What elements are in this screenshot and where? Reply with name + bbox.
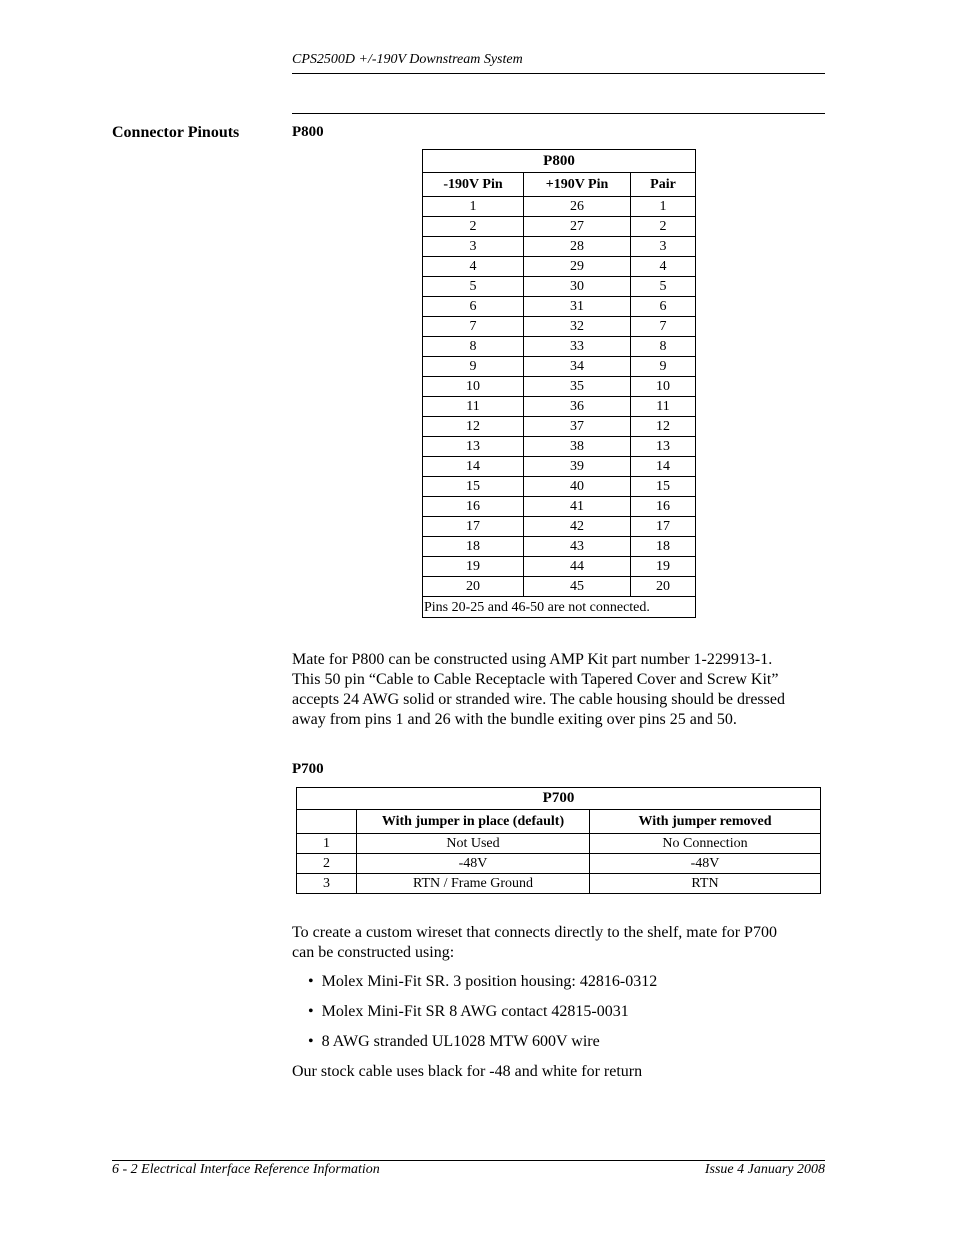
table-cell: 2 <box>631 217 696 237</box>
table-cell: 9 <box>423 357 524 377</box>
table-row <box>423 537 696 557</box>
p700-pinout-table <box>296 787 821 894</box>
closing-line: Our stock cable uses black for -48 and white for return <box>292 1063 643 1080</box>
table-cell: 12 <box>631 417 696 437</box>
table-cell: -48V <box>590 854 821 874</box>
table-cell: 37 <box>524 417 631 437</box>
table-cell: No Connection <box>590 834 821 854</box>
table-cell: 33 <box>524 337 631 357</box>
list-item-text: Molex Mini-Fit SR. 3 position housing: 42816-0312 <box>321 973 658 990</box>
table-row <box>423 257 696 277</box>
table-row <box>423 317 696 337</box>
column-header: With jumper in place (default) <box>357 810 590 834</box>
table-cell: 43 <box>524 537 631 557</box>
table-cell: 15 <box>423 477 524 497</box>
table-cell: 10 <box>423 377 524 397</box>
header-rule <box>292 73 825 74</box>
table-row <box>297 874 821 894</box>
table-cell: RTN / Frame Ground <box>357 874 590 894</box>
table-row <box>297 834 821 854</box>
table-cell: 16 <box>423 497 524 517</box>
table-cell: 18 <box>423 537 524 557</box>
column-header: With jumper removed <box>590 810 821 834</box>
table-row <box>423 437 696 457</box>
paragraph-line: Mate for P800 can be constructed using AMP Kit part number 1-229913-1. <box>292 651 773 668</box>
table-cell: 11 <box>631 397 696 417</box>
p700-heading: P700 <box>292 761 324 777</box>
table-cell: 44 <box>524 557 631 577</box>
table-cell: 4 <box>423 257 524 277</box>
column-header: +190V Pin <box>524 173 631 197</box>
table-row <box>423 417 696 437</box>
table-row <box>423 357 696 377</box>
list-item-text: 8 AWG stranded UL1028 MTW 600V wire <box>321 1033 600 1050</box>
table-cell: 27 <box>524 217 631 237</box>
table-row <box>423 377 696 397</box>
table-cell: 28 <box>524 237 631 257</box>
table-cell: 16 <box>631 497 696 517</box>
table-cell: 8 <box>631 337 696 357</box>
table-row <box>423 457 696 477</box>
paragraph-line: accepts 24 AWG solid or stranded wire. The cable housing should be dressed <box>292 691 785 708</box>
table-cell: 34 <box>524 357 631 377</box>
table-cell: 5 <box>631 277 696 297</box>
table-cell: 9 <box>631 357 696 377</box>
table-cell: 36 <box>524 397 631 417</box>
table-cell: 14 <box>423 457 524 477</box>
p800-pinout-table <box>422 149 696 618</box>
table-caption: P700 <box>297 788 821 810</box>
table-cell: 13 <box>423 437 524 457</box>
table-cell: 7 <box>423 317 524 337</box>
table-cell: 20 <box>631 577 696 597</box>
table-caption: P800 <box>423 150 696 173</box>
table-cell: 6 <box>423 297 524 317</box>
table-row <box>423 217 696 237</box>
table-row <box>423 397 696 417</box>
table-cell: 2 <box>423 217 524 237</box>
table-cell: 13 <box>631 437 696 457</box>
table-cell: 30 <box>524 277 631 297</box>
table-cell: 26 <box>524 197 631 217</box>
footer-left: 6 - 2 Electrical Interface Reference Information <box>112 1162 380 1177</box>
table-cell: 1 <box>631 197 696 217</box>
table-cell: 3 <box>423 237 524 257</box>
table-row <box>423 517 696 537</box>
table-row <box>423 497 696 517</box>
table-cell: Not Used <box>357 834 590 854</box>
table-cell: 6 <box>631 297 696 317</box>
column-header <box>297 810 357 834</box>
table-note: Pins 20-25 and 46-50 are not connected. <box>423 597 696 618</box>
p800-heading: P800 <box>292 124 324 140</box>
table-cell: 20 <box>423 577 524 597</box>
table-cell: 4 <box>631 257 696 277</box>
table-cell: 17 <box>423 517 524 537</box>
table-cell: 11 <box>423 397 524 417</box>
p700-intro <box>292 923 832 963</box>
table-cell: 2 <box>297 854 357 874</box>
table-cell: 29 <box>524 257 631 277</box>
table-row <box>423 577 696 597</box>
paragraph-line: This 50 pin “Cable to Cable Receptacle with Tapered Cover and Screw Kit” <box>292 671 779 688</box>
footer-rule <box>112 1160 825 1161</box>
table-cell: 45 <box>524 577 631 597</box>
table-cell: 3 <box>297 874 357 894</box>
p800-paragraph <box>292 650 832 730</box>
table-cell: 1 <box>423 197 524 217</box>
table-cell: 42 <box>524 517 631 537</box>
section-heading: Connector Pinouts <box>112 124 240 141</box>
column-header: -190V Pin <box>423 173 524 197</box>
paragraph-line: away from pins 1 and 26 with the bundle exiting over pins 25 and 50. <box>292 711 737 728</box>
table-row <box>297 854 821 874</box>
running-header: CPS2500D +/-190V Downstream System <box>292 52 523 67</box>
table-cell: 7 <box>631 317 696 337</box>
paragraph-line: can be constructed using: <box>292 944 455 961</box>
list-item: • 8 AWG stranded UL1028 MTW 600V wire <box>308 1033 600 1050</box>
table-row <box>423 237 696 257</box>
table-cell: 1 <box>297 834 357 854</box>
table-cell: 5 <box>423 277 524 297</box>
table-cell: 15 <box>631 477 696 497</box>
table-cell: 31 <box>524 297 631 317</box>
table-cell: 38 <box>524 437 631 457</box>
table-cell: 32 <box>524 317 631 337</box>
table-cell: 3 <box>631 237 696 257</box>
table-cell: 18 <box>631 537 696 557</box>
section-rule <box>292 113 825 114</box>
table-cell: 14 <box>631 457 696 477</box>
table-row <box>423 477 696 497</box>
table-cell: RTN <box>590 874 821 894</box>
table-row <box>423 277 696 297</box>
paragraph-line: To create a custom wireset that connects directly to the shelf, mate for P700 <box>292 924 777 941</box>
table-cell: 40 <box>524 477 631 497</box>
table-row <box>423 337 696 357</box>
list-item: • Molex Mini-Fit SR 8 AWG contact 42815-0031 <box>308 1003 629 1020</box>
list-item-text: Molex Mini-Fit SR 8 AWG contact 42815-0031 <box>321 1003 629 1020</box>
table-cell: 19 <box>631 557 696 577</box>
table-cell: 35 <box>524 377 631 397</box>
table-cell: 41 <box>524 497 631 517</box>
list-item: • Molex Mini-Fit SR. 3 position housing: 42816-0312 <box>308 973 658 990</box>
table-cell: 19 <box>423 557 524 577</box>
table-row <box>423 557 696 577</box>
table-cell: -48V <box>357 854 590 874</box>
footer-right: Issue 4 January 2008 <box>704 1162 825 1177</box>
column-header: Pair <box>631 173 696 197</box>
table-cell: 39 <box>524 457 631 477</box>
table-cell: 10 <box>631 377 696 397</box>
table-cell: 8 <box>423 337 524 357</box>
table-row <box>423 197 696 217</box>
table-row <box>423 297 696 317</box>
table-cell: 17 <box>631 517 696 537</box>
table-cell: 12 <box>423 417 524 437</box>
